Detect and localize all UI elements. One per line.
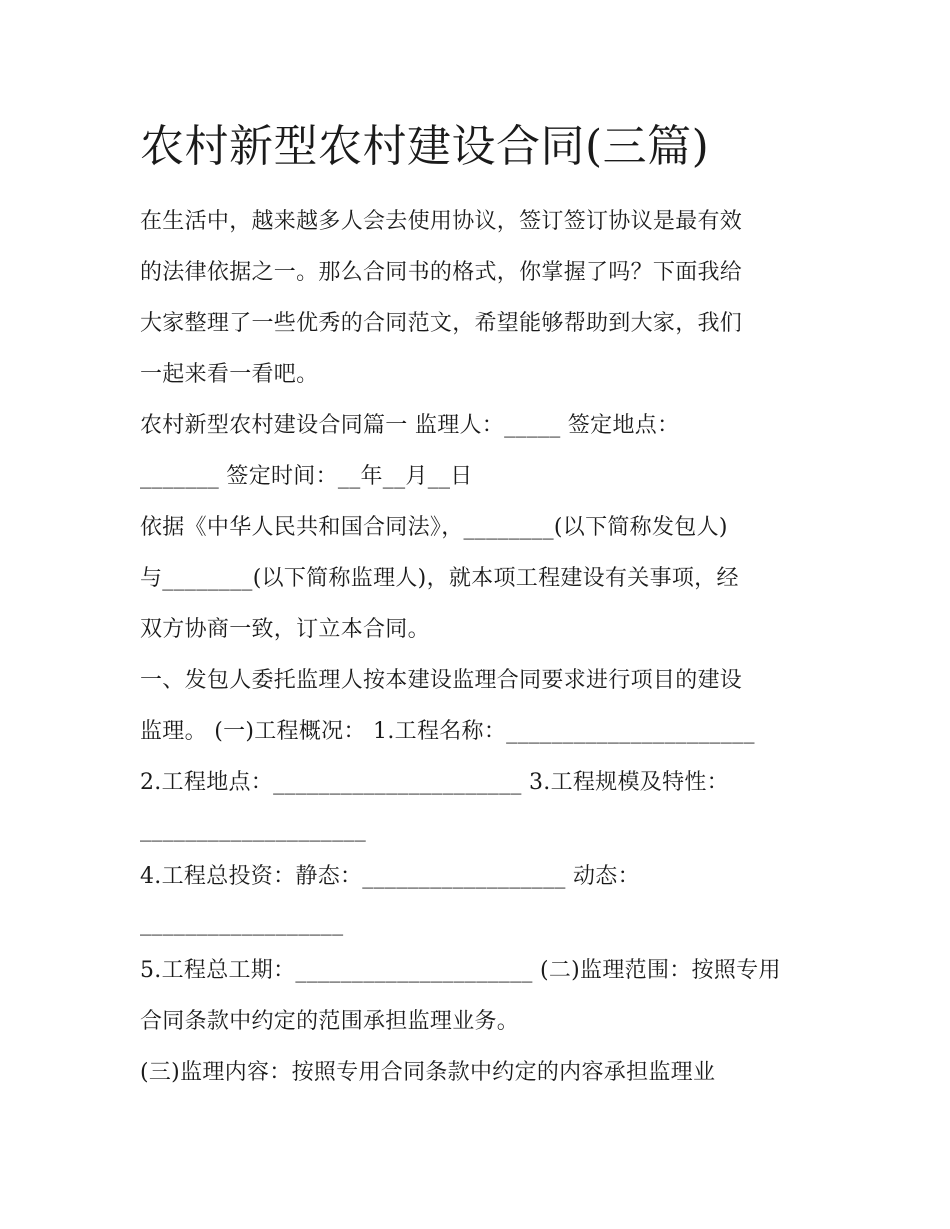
paragraph-line: __________________ [140,911,344,936]
paragraph-line: 双方协商一致，订立本合同。 [140,617,430,642]
paragraph-line: 一、发包人委托监理人按本建设监理合同要求进行项目的建设 [140,668,743,693]
paragraph-line: 合同条款中约定的范围承担监理业务。 [140,1009,520,1034]
document-title: 农村新型农村建设合同(三篇) [140,121,710,172]
paragraph-line: 依据《中华人民共和国合同法》，________(以下简称发包人) [140,515,728,540]
paragraph-line: (三)监理内容：按照专用合同条款中约定的内容承担监理业 [140,1060,716,1085]
paragraph-line: 农村新型农村建设合同篇一 监理人：_____ 签定地点： [140,413,680,438]
paragraph-line: 的法律依据之一。那么合同书的格式，你掌握了吗？下面我给 [140,260,743,285]
paragraph-line: 2.工程地点：______________________ 3.工程规模及特性： [140,770,729,795]
paragraph-line: 一起来看一看吧。 [140,362,319,387]
paragraph-line: ____________________ [140,817,366,842]
paragraph-line: 大家整理了一些优秀的合同范文，希望能够帮助到大家，我们 [140,311,743,336]
paragraph-line: 在生活中，越来越多人会去使用协议，签订签订协议是最有效 [140,209,743,234]
paragraph-line: 5.工程总工期：_____________________ (二)监理范围：按照专用 [140,958,781,983]
paragraph-line: 监理。 (一)工程概况： 1.工程名称：______________________ [140,719,755,744]
paragraph-line: 与________(以下简称监理人)，就本项工程建设有关事项，经 [140,566,739,591]
paragraph-line: _______ 签定时间：__年__月__日 [140,464,473,489]
paragraph-line: 4.工程总投资：静态：__________________ 动态： [140,864,640,889]
